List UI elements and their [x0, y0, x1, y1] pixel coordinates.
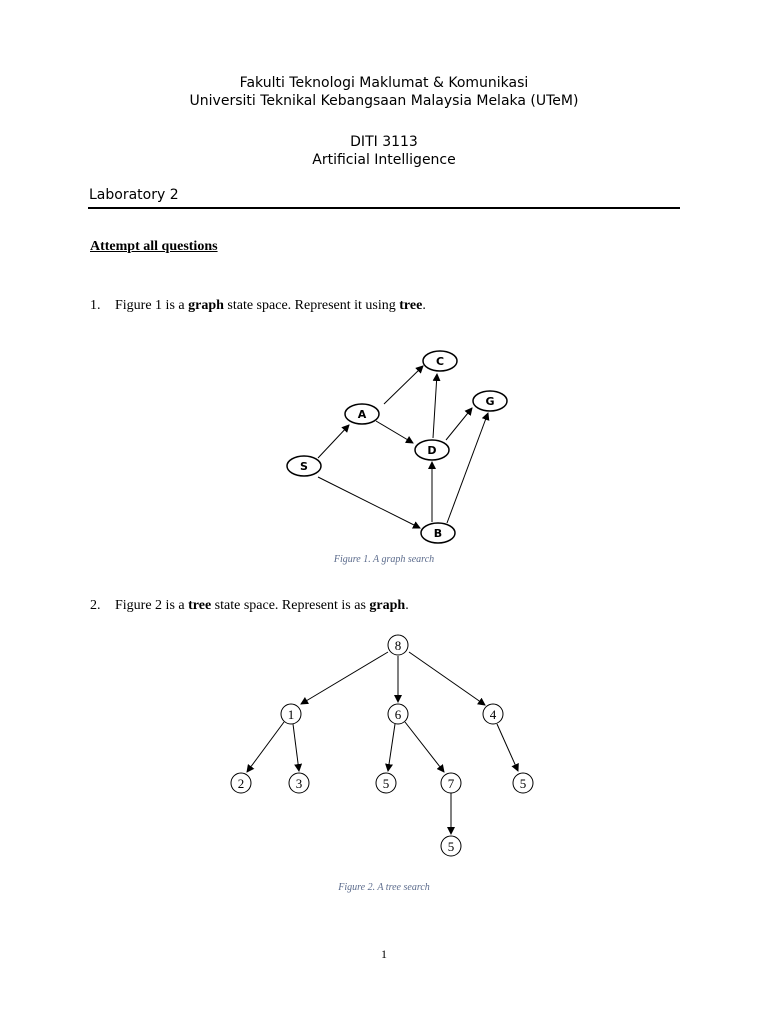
node-label-c: C: [435, 355, 445, 368]
question-keyword: graph: [188, 298, 224, 313]
figure-1-caption: Figure 1. A graph search: [333, 554, 435, 565]
tree-label-1: 1: [287, 707, 295, 722]
question-text: Figure 2 is a: [115, 598, 189, 613]
node-label-b: B: [433, 527, 443, 540]
edge-1-2: [247, 722, 284, 772]
question-text: .: [405, 598, 409, 613]
tree-label-7: 7: [447, 776, 455, 791]
figure-2-caption: Figure 2. A tree search: [338, 882, 430, 893]
question-text: .: [422, 298, 426, 313]
question-number: 1.: [90, 298, 101, 313]
tree-label-5a: 5: [382, 776, 390, 791]
node-label-g: G: [485, 395, 495, 408]
edge-6-5: [388, 724, 395, 771]
tree-label-6: 6: [394, 707, 402, 722]
edge-8-4: [409, 652, 485, 705]
question-text: state space. Represent it using: [223, 298, 400, 313]
page-number: 1: [381, 947, 387, 961]
instruction: Attempt all questions: [90, 239, 218, 254]
tree-label-4: 4: [489, 707, 497, 722]
node-label-s: S: [300, 460, 308, 473]
tree-label-2: 2: [237, 776, 245, 791]
edge-1-3: [293, 724, 299, 771]
edge-8-1: [301, 652, 388, 704]
tree-label-3: 3: [295, 776, 303, 791]
question-number: 2.: [90, 598, 101, 613]
question-text: Figure 1 is a: [115, 298, 189, 313]
edge-4-5: [497, 724, 518, 771]
question-keyword: graph: [369, 598, 406, 613]
university-name: Universiti Teknikal Kebangsaan Malaysia Melaka (UTeM): [189, 93, 579, 109]
question-text: state space. Represent is as: [211, 598, 370, 613]
lab-title: Laboratory 2: [89, 187, 179, 203]
question-keyword: tree: [188, 598, 212, 613]
node-label-d: D: [427, 444, 437, 457]
node-label-a: A: [357, 408, 367, 421]
faculty-name: Fakulti Teknologi Maklumat & Komunikasi: [239, 75, 529, 91]
course-code: DITI 3113: [350, 134, 418, 150]
tree-label-8: 8: [394, 638, 402, 653]
course-name: Artificial Intelligence: [312, 152, 456, 168]
tree-label-5b: 5: [519, 776, 527, 791]
tree-label-5c: 5: [447, 839, 455, 854]
edge-6-7: [405, 722, 444, 772]
question-keyword: tree: [399, 298, 423, 313]
